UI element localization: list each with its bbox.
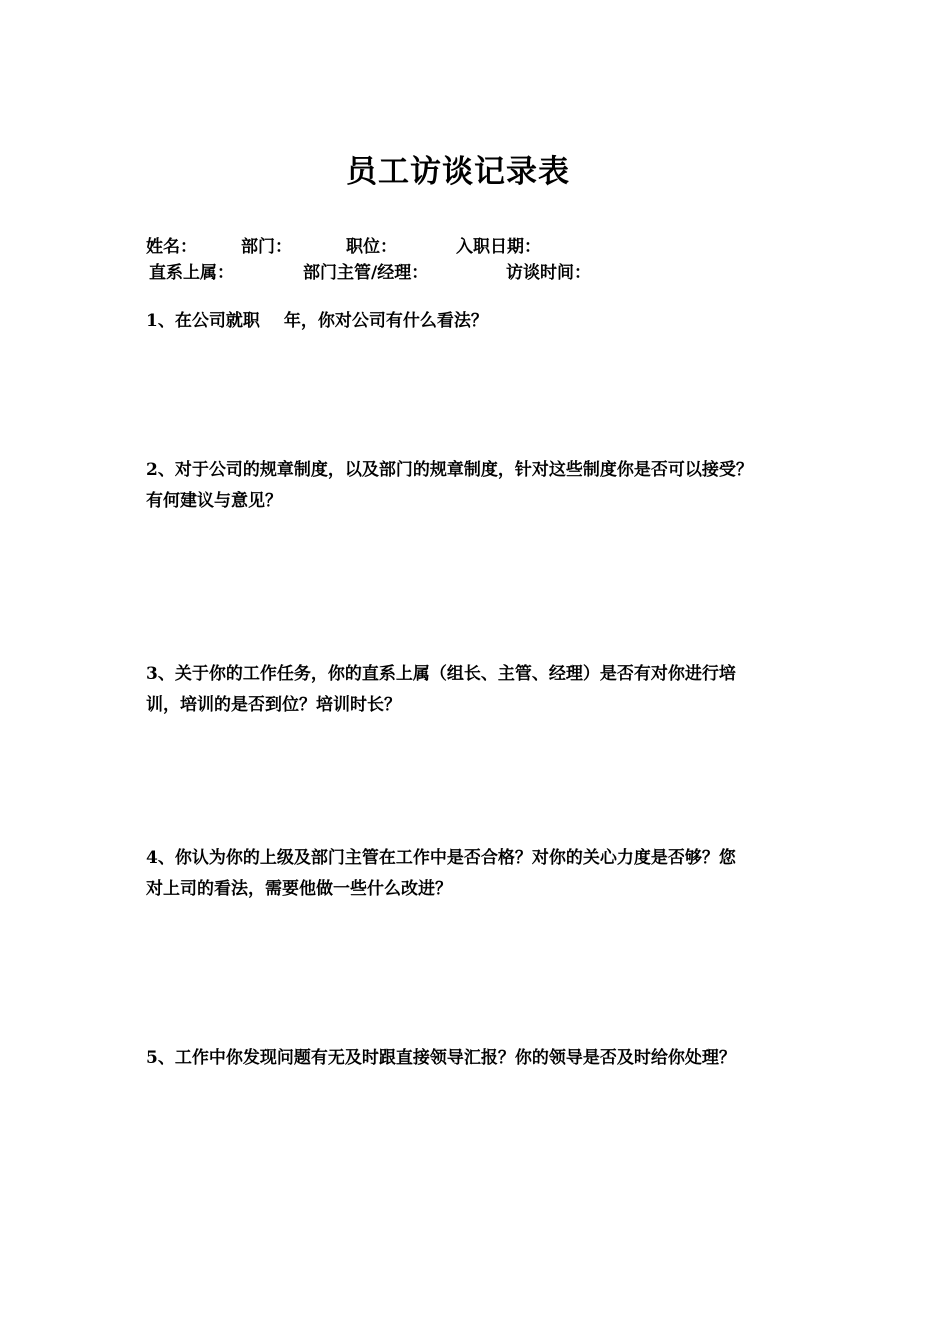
question-2	[146, 455, 836, 517]
question-1-text-b: 年，你对公司有什么看法？	[283, 311, 488, 331]
question-3-line-2: 训，培训的是否到位？培训时长？	[146, 695, 401, 715]
question-3	[146, 659, 836, 721]
question-3-line-1: 3、关于你的工作任务，你的直系上属（组长、主管、经理）是否有对你进行培	[146, 664, 736, 684]
interview-time-label: 访谈时间：	[506, 263, 591, 283]
name-label: 姓名：	[146, 237, 197, 257]
question-5-line-1: 5、工作中你发现问题有无及时跟直接领导汇报？你的领导是否及时给你处理？	[146, 1048, 736, 1068]
question-2-line-1: 2、对于公司的规章制度，以及部门的规章制度，针对这些制度你是否可以接受？	[146, 460, 753, 480]
department-label: 部门：	[241, 237, 292, 257]
question-1-text-a: 1、在公司就职	[146, 311, 260, 331]
question-4	[146, 843, 836, 905]
page-title: 员工访谈记录表	[346, 154, 570, 190]
question-2-line-2: 有何建议与意见？	[146, 491, 282, 511]
question-5	[146, 1043, 836, 1074]
question-4-line-2: 对上司的看法，需要他做一些什么改进？	[146, 879, 452, 899]
question-1	[146, 306, 836, 337]
supervisor-label: 直系上属：	[149, 263, 234, 283]
question-4-line-1: 4、你认为你的上级及部门主管在工作中是否合格？对你的关心力度是否够？您	[146, 848, 736, 868]
hire-date-label: 入职日期：	[456, 237, 541, 257]
manager-label: 部门主管/经理：	[303, 263, 429, 283]
position-label: 职位：	[346, 237, 397, 257]
